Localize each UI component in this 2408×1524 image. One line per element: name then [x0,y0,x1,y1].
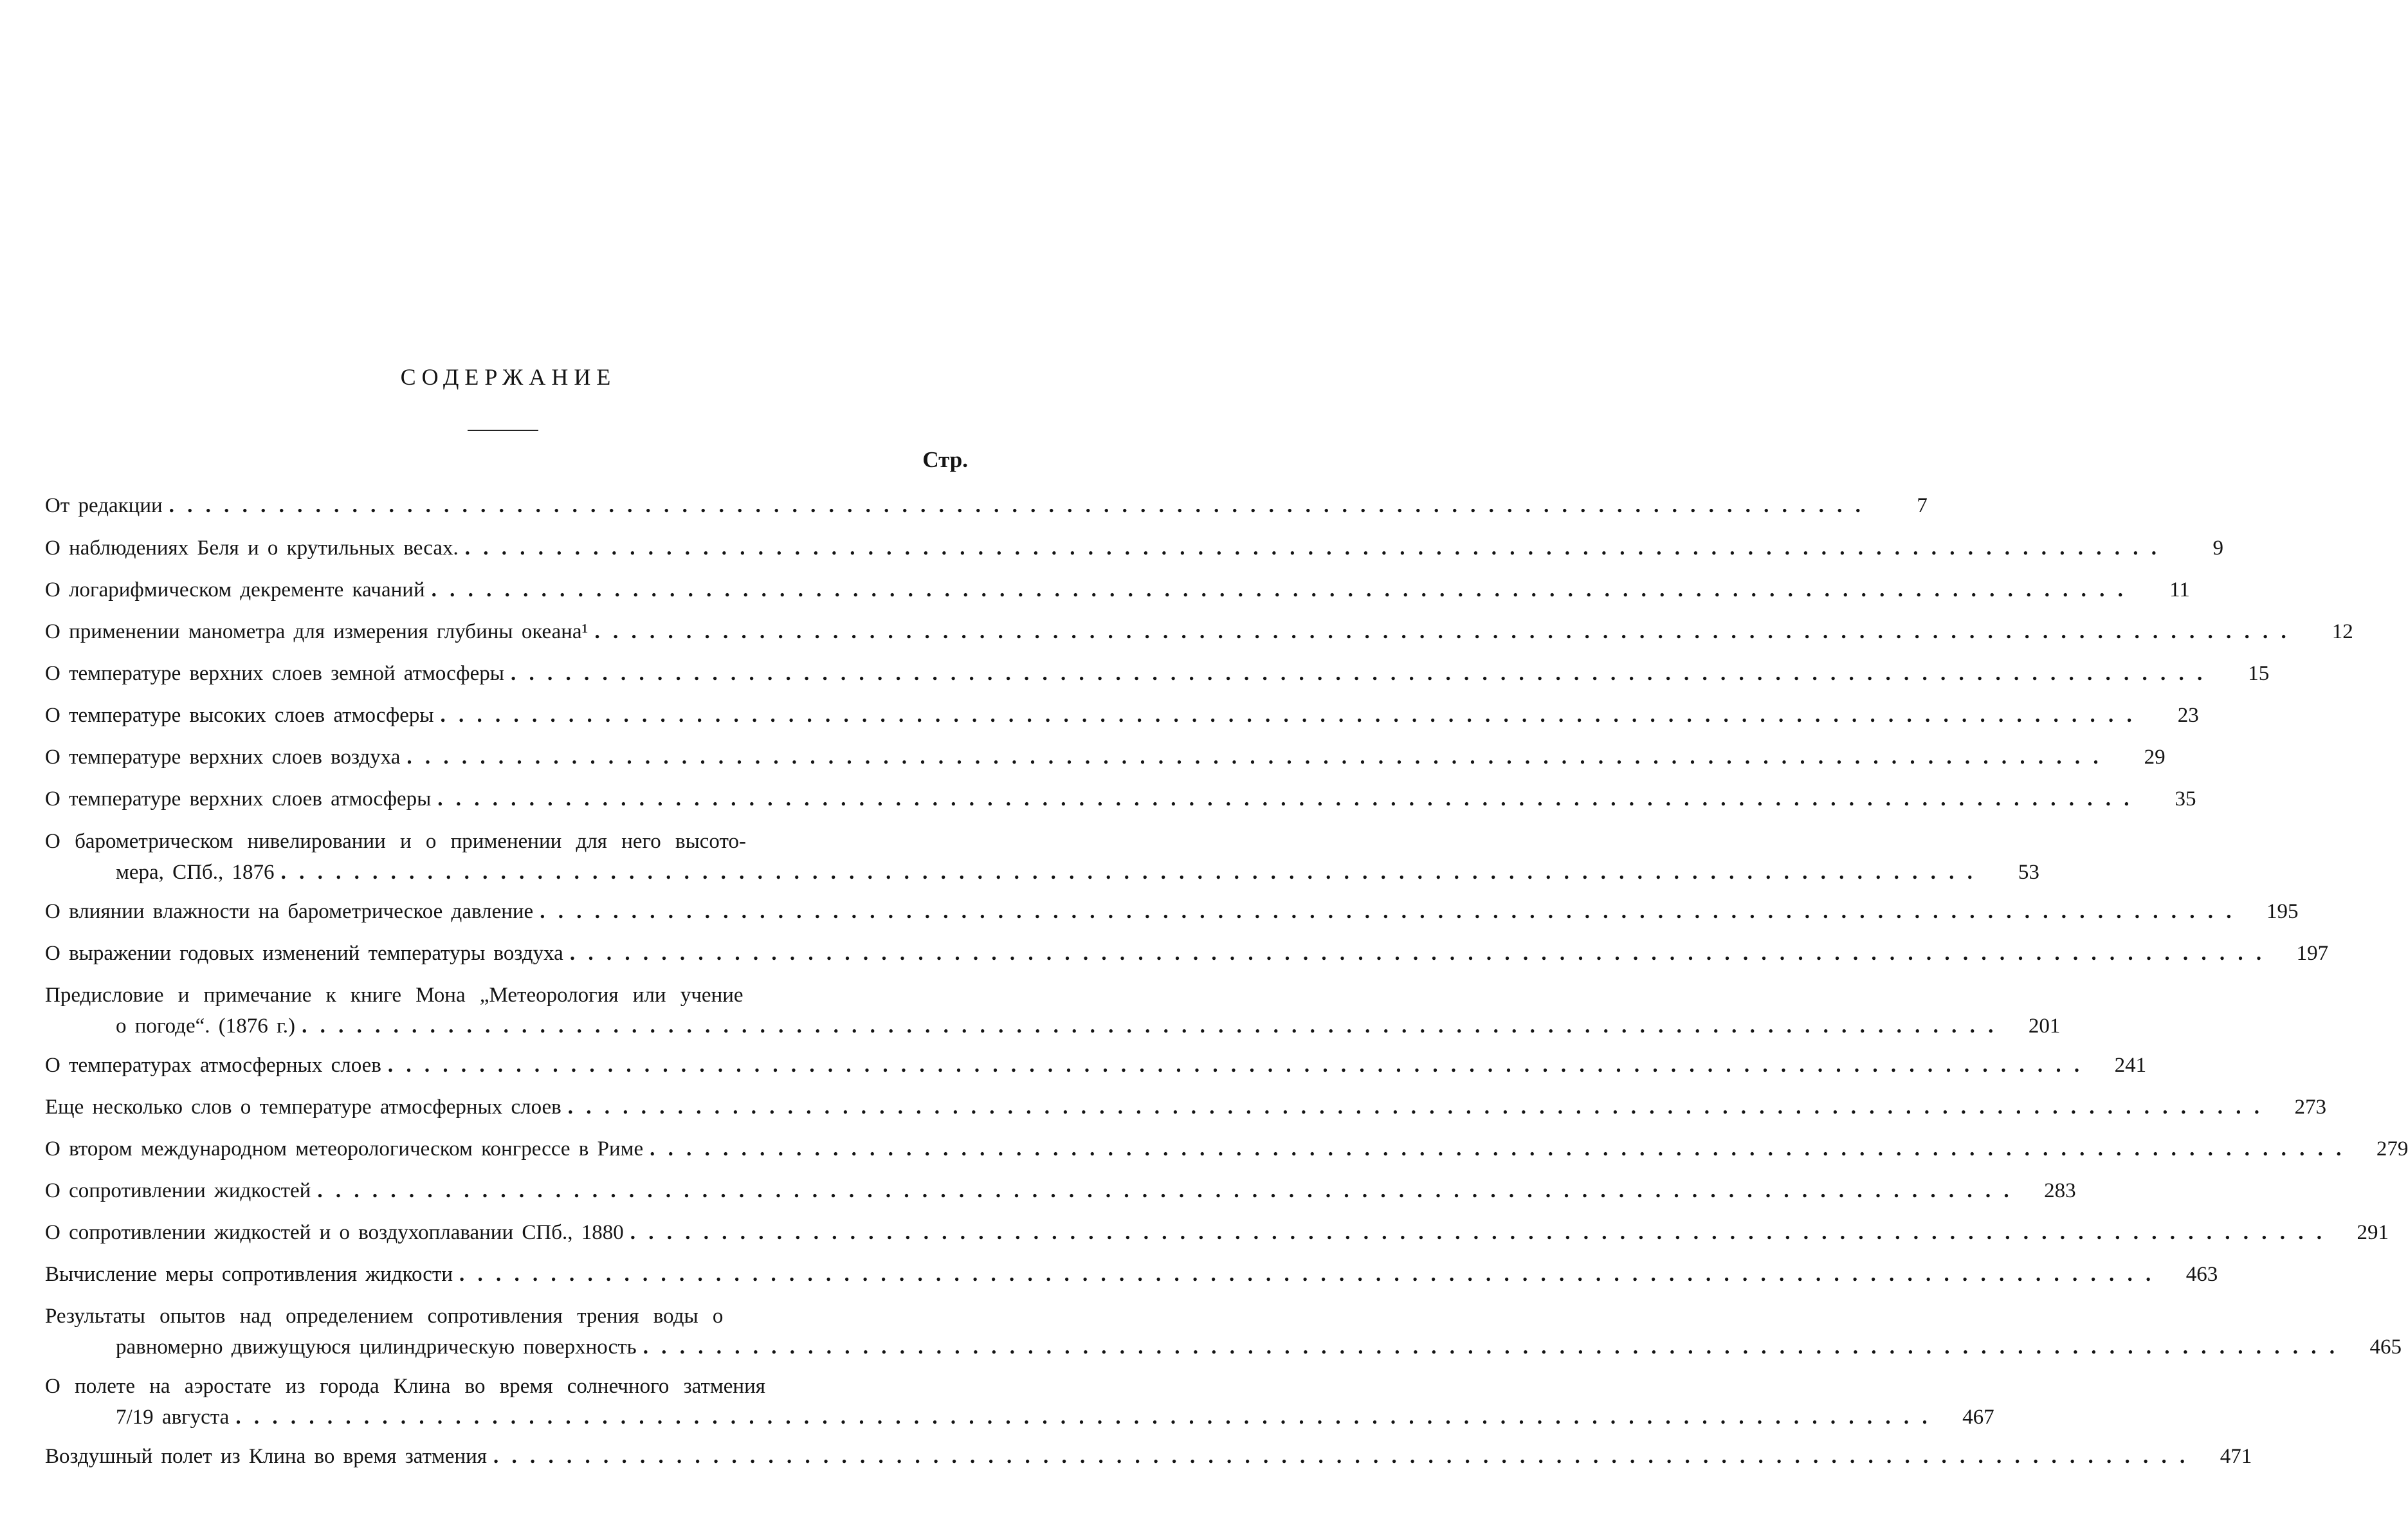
toc-entry-title: Предисловие и примечание к книге Мона „Метеорология или учение [45,984,743,1007]
toc-entry-title: От редакции [45,494,163,517]
dot-leader [388,1050,2083,1081]
toc-entry-page: 197 [2296,942,2329,965]
toc-entry [45,1092,2326,1123]
toc-entry-page: 23 [2177,704,2199,727]
dot-leader [594,616,2290,647]
toc-entry-page: 467 [1962,1406,1994,1429]
toc-entry-title: О температуре верхних слоев земной атмосферы [45,662,504,685]
toc-entry [45,1050,2147,1081]
toc-entry [45,826,2039,888]
dot-leader [432,574,2127,605]
toc-entry-title: О температуре верхних слоев атмосферы [45,787,432,811]
toc-entry-page: 29 [2144,746,2166,769]
dot-leader [281,857,1976,888]
dot-leader [540,896,2235,927]
toc-entry-title: О полете на аэростате из города Клина во время солнечного затмения [45,1375,765,1398]
toc-entry-page: 279 [2376,1137,2408,1161]
toc-entry [45,742,2166,773]
toc-entry-title: О сопротивлении жидкостей [45,1179,311,1202]
toc-entry [45,616,2353,647]
toc-entry-page: 463 [2185,1263,2218,1286]
toc-entry [45,938,2329,969]
dot-leader [235,1402,1931,1433]
toc-entry [45,896,2299,927]
dot-leader [406,742,2102,773]
toc-entry [45,980,2061,1042]
toc-entry-title: О температуре высоких слоев атмосферы [45,704,434,727]
toc-entry [45,1301,2402,1363]
toc-entry-page: 195 [2266,900,2299,923]
dot-leader [493,1441,2189,1472]
toc-entry-title: О сопротивлении жидкостей и о воздухоплавании СПб., 1880 [45,1221,624,1244]
toc-entry-title-continued: 7/19 августа [116,1406,230,1429]
dot-leader [630,1217,2326,1248]
toc-entry-title: О барометрическом нивелировании и о применении для него высото- [45,830,746,853]
toc-entry [45,658,2270,689]
toc-entry-page: 15 [2248,662,2270,685]
toc-entry-title: Вычисление меры сопротивления жидкости [45,1263,453,1286]
toc-entry [45,1441,2252,1472]
dot-leader [570,938,2265,969]
toc-entry-title: О логарифмическом декременте качаний [45,578,425,601]
toc-entry-title: Результаты опытов над определением сопротивления трения воды о [45,1305,724,1328]
toc-entry-page: 35 [2175,787,2196,811]
toc-entry-page: 241 [2114,1054,2147,1077]
dot-leader [650,1134,2345,1164]
dot-leader [643,1332,2339,1363]
toc-entry [45,1259,2218,1290]
toc-entry-page: 11 [2169,578,2190,601]
toc-entry [45,1134,2408,1164]
dot-leader [511,658,2206,689]
dot-leader [317,1175,2012,1206]
toc-entry-title: О температуре верхних слоев воздуха [45,746,401,769]
toc-entry [45,784,2196,814]
toc-entry-title: О наблюдениях Беля и о крутильных весах. [45,537,459,560]
toc-entry-title-continued: о погоде“. (1876 г.) [116,1014,296,1038]
dot-leader [568,1092,2263,1123]
toc-entry-title: О применении манометра для измерения глубины океана¹ [45,620,588,643]
toc-entry-page: 201 [2028,1014,2061,1038]
toc-entry-title: Еще несколько слов о температуре атмосферных слоев [45,1096,561,1119]
toc-entry-page: 7 [1917,494,1928,517]
toc-entry [45,1371,1994,1433]
toc-entry-title: О втором международном метеорологическом конгрессе в Риме [45,1137,644,1161]
toc-entry [45,574,2190,605]
page-title: СОДЕРЖАНИЕ [400,364,617,390]
toc-entry [45,1175,2076,1206]
toc-entry-page: 12 [2331,620,2353,643]
dot-leader [465,533,2160,564]
dot-leader [302,1011,1997,1042]
toc-entry-page: 283 [2044,1179,2076,1202]
dot-leader [441,700,2136,731]
dot-leader [437,784,2133,814]
dot-leader [169,490,1865,521]
toc-entry-page: 53 [2018,861,2039,884]
toc-entry [45,1217,2389,1248]
toc-entry [45,490,1928,521]
page-column-label: Стр. [922,447,968,472]
toc-entry-title: Воздушный полет из Клина во время затмения [45,1445,487,1468]
toc-entry-page: 465 [2369,1336,2402,1359]
toc-entry-title: О выражении годовых изменений температуры воздуха [45,942,563,965]
toc-entry-title: О температурах атмосферных слоев [45,1054,381,1077]
toc-entry [45,533,2223,564]
toc-entry-title: О влиянии влажности на барометрическое давление [45,900,534,923]
toc-entry-page: 273 [2294,1096,2326,1119]
toc-entry [45,700,2199,731]
toc-entry-page: 291 [2357,1221,2389,1244]
toc-entry-title-continued: мера, СПб., 1876 [116,861,275,884]
dot-leader [459,1259,2155,1290]
toc-entry-page: 9 [2212,537,2223,560]
toc-entry-title-continued: равномерно движущуюся цилиндрическую поверхность [116,1336,637,1359]
toc-entry-page: 471 [2220,1445,2252,1468]
